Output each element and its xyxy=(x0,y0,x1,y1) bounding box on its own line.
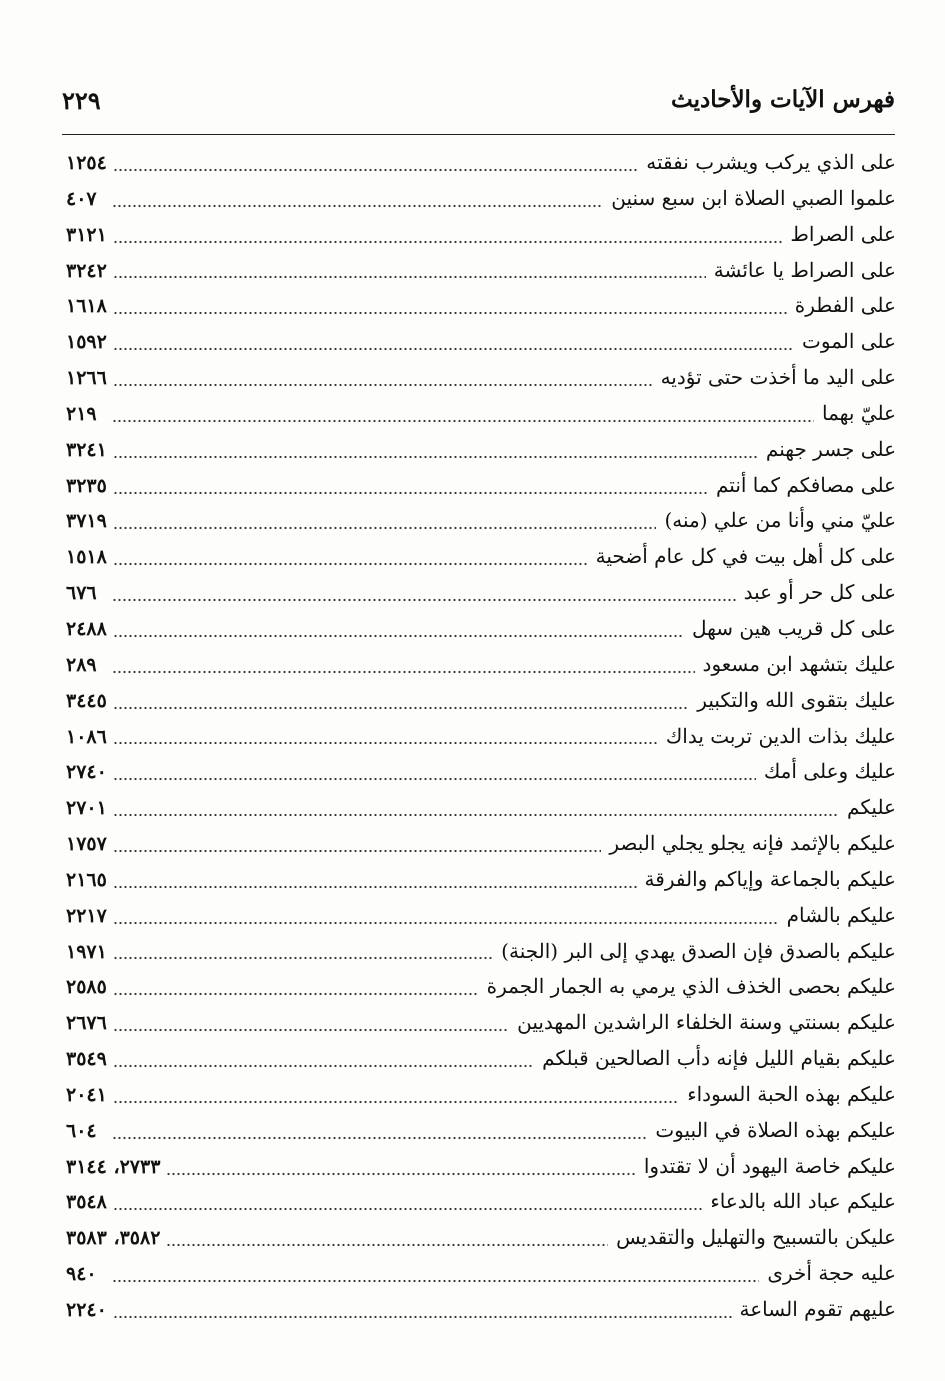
entry-text: عليه حجة أخرى xyxy=(767,1261,896,1286)
page-number: ٢٢٩ xyxy=(62,86,101,115)
entry-page-number: ١٢٦٦ xyxy=(66,367,107,390)
page-header xyxy=(62,80,895,120)
dot-leader xyxy=(112,190,603,208)
dot-leader xyxy=(166,1158,635,1176)
entry-page-number: ٢٤٨٨ xyxy=(66,617,107,640)
dot-leader xyxy=(113,1014,509,1032)
index-entry xyxy=(66,1077,896,1113)
dot-leader xyxy=(113,369,653,387)
entry-page-number: ٣١٢١ xyxy=(66,223,107,246)
index-entry xyxy=(66,324,896,360)
entry-text: عليكم بهذه الحبة السوداء xyxy=(687,1081,896,1106)
entry-text: عليكم بسنتي وسنة الخلفاء الراشدين المهديين xyxy=(517,1010,896,1035)
index-entry xyxy=(66,719,896,755)
dot-leader xyxy=(112,405,814,423)
entry-page-number: ٦٧٦ xyxy=(66,582,97,605)
dot-leader xyxy=(113,226,783,244)
entry-text: على الموت xyxy=(802,329,896,354)
entry-page-number: ١٩٧١ xyxy=(66,940,107,963)
index-entry xyxy=(66,432,896,468)
index-entry xyxy=(66,503,896,539)
dot-leader xyxy=(113,1301,732,1319)
index-entry xyxy=(66,934,896,970)
entry-page-number: ٣٥٨٢، ٣٥٨٣ xyxy=(66,1227,161,1250)
index-entry xyxy=(66,360,896,396)
entry-text: علموا الصبي الصلاة ابن سبع سنين xyxy=(611,185,896,210)
entry-page-number: ٤٠٧ xyxy=(66,187,97,210)
dot-leader xyxy=(113,942,493,960)
index-entry xyxy=(66,1292,896,1328)
index-entry xyxy=(66,396,896,432)
entry-text: عليكن بالتسبيح والتهليل والتقديس xyxy=(616,1225,896,1250)
entry-page-number: ٢٨٩ xyxy=(66,653,97,676)
index-entry xyxy=(66,539,896,575)
entry-page-number: ٢١٩ xyxy=(66,402,97,425)
index-entry xyxy=(66,1005,896,1041)
entry-text: عليكم xyxy=(847,795,896,820)
index-list xyxy=(66,145,896,1328)
entry-page-number: ٣٢٤٢ xyxy=(66,259,107,282)
entry-page-number: ٢٧٣٣، ٣١٤٤ xyxy=(66,1155,161,1178)
entry-page-number: ٢٠٤١ xyxy=(66,1083,107,1106)
entry-text: عليكم بالإثمد فإنه يجلو يجلي البصر xyxy=(609,831,896,856)
entry-text: عليكم بالجماعة وإياكم والفرقة xyxy=(644,866,896,891)
entry-text: على كل حر أو عبد xyxy=(743,580,896,605)
dot-leader xyxy=(113,978,479,996)
dot-leader xyxy=(113,1086,679,1104)
entry-page-number: ١٧٥٧ xyxy=(66,833,107,856)
dot-leader xyxy=(113,799,839,817)
dot-leader xyxy=(113,154,638,172)
dot-leader xyxy=(112,1265,759,1283)
dot-leader xyxy=(113,548,588,566)
entry-page-number: ١٠٨٦ xyxy=(66,725,107,748)
index-entry xyxy=(66,468,896,504)
index-entry xyxy=(66,1113,896,1149)
header-divider xyxy=(62,134,895,135)
index-entry xyxy=(66,969,896,1005)
entry-page-number: ٢١٦٥ xyxy=(66,868,107,891)
entry-page-number: ١٥١٨ xyxy=(66,546,107,569)
dot-leader xyxy=(113,261,706,279)
entry-page-number: ٣٥٤٩ xyxy=(66,1048,107,1071)
index-entry xyxy=(66,575,896,611)
index-entry xyxy=(66,754,896,790)
dot-leader xyxy=(112,1122,647,1140)
index-entry xyxy=(66,217,896,253)
index-entry xyxy=(66,862,896,898)
entry-text: عليك بتشهد ابن مسعود xyxy=(702,651,896,676)
index-entry xyxy=(66,1256,896,1292)
entry-page-number: ٢٥٨٥ xyxy=(66,976,107,999)
dot-leader xyxy=(113,512,657,530)
entry-text: عليكم عباد الله بالدعاء xyxy=(710,1189,896,1214)
entry-text: عليكم بالشام xyxy=(786,902,896,927)
entry-page-number: ١٦١٨ xyxy=(66,295,107,318)
entry-text: على الصراط xyxy=(790,221,896,246)
entry-page-number: ١٥٩٢ xyxy=(66,331,107,354)
index-entry xyxy=(66,1041,896,1077)
index-entry xyxy=(66,145,896,181)
dot-leader xyxy=(112,656,695,674)
entry-text: عليكم بقيام الليل فإنه دأب الصالحين قبلكم xyxy=(542,1046,896,1071)
index-entry xyxy=(66,611,896,647)
dot-leader xyxy=(113,1050,534,1068)
entry-text: عليكم بالصدق فإن الصدق يهدي إلى البر (الجنة) xyxy=(501,938,896,963)
entry-page-number: ٣٤٤٥ xyxy=(66,689,107,712)
index-entry xyxy=(66,1184,896,1220)
dot-leader xyxy=(166,1229,608,1247)
index-entry xyxy=(66,253,896,289)
entry-text: عليكم خاصة اليهود أن لا تقتدوا xyxy=(643,1153,896,1178)
dot-leader xyxy=(113,477,708,495)
entry-page-number: ٣٥٤٨ xyxy=(66,1191,107,1214)
entry-text: عليّ مني وأنا من علي (منه) xyxy=(664,508,896,533)
entry-page-number: ٣٢٤١ xyxy=(66,438,107,461)
entry-text: عليك بتقوى الله والتكبير xyxy=(697,687,896,712)
entry-page-number: ٣٢٣٥ xyxy=(66,474,107,497)
entry-text: عليك وعلى أمك xyxy=(763,759,896,784)
dot-leader xyxy=(113,907,779,925)
dot-leader xyxy=(113,763,756,781)
entry-text: على الذي يركب ويشرب نفقته xyxy=(646,150,896,174)
index-entry xyxy=(66,683,896,719)
index-entry xyxy=(66,790,896,826)
dot-leader xyxy=(112,584,736,602)
entry-page-number: ٢٧٤٠ xyxy=(66,761,107,784)
entry-text: على كل قريب هين سهل xyxy=(691,615,896,640)
entry-text: على الصراط يا عائشة xyxy=(713,257,896,282)
page-title: فهرس الآيات والأحاديث xyxy=(670,86,895,113)
dot-leader xyxy=(113,727,658,745)
entry-text: على اليد ما أخذت حتى تؤديه xyxy=(660,365,896,390)
entry-text: عليكم بحصى الخذف الذي يرمي به الجمار الجمرة xyxy=(486,974,896,999)
index-entry xyxy=(66,1149,896,1185)
entry-page-number: ٩٤٠ xyxy=(66,1263,97,1286)
entry-page-number: ١٢٥٤ xyxy=(66,152,107,174)
index-entry xyxy=(66,288,896,324)
dot-leader xyxy=(113,871,637,889)
entry-page-number: ٢٢١٧ xyxy=(66,904,107,927)
entry-page-number: ٣٧١٩ xyxy=(66,510,107,533)
index-entry xyxy=(66,1220,896,1256)
index-entry xyxy=(66,181,896,217)
index-entry xyxy=(66,898,896,934)
dot-leader xyxy=(113,620,684,638)
entry-text: عليهم تقوم الساعة xyxy=(739,1297,896,1321)
entry-text: على كل أهل بيت في كل عام أضحية xyxy=(595,544,896,569)
dot-leader xyxy=(113,297,787,315)
entry-text: على الفطرة xyxy=(794,293,896,318)
dot-leader xyxy=(113,1193,703,1211)
entry-text: عليك بذات الدين تربت يداك xyxy=(665,723,896,748)
dot-leader xyxy=(113,835,602,853)
entry-text: عليّ بهما xyxy=(821,400,896,425)
dot-leader xyxy=(113,441,758,459)
dot-leader xyxy=(113,692,689,710)
entry-page-number: ٢٧٠١ xyxy=(66,797,107,820)
entry-page-number: ٢٢٤٠ xyxy=(66,1299,107,1321)
index-entry xyxy=(66,647,896,683)
entry-page-number: ٦٠٤ xyxy=(66,1119,97,1142)
dot-leader xyxy=(113,333,794,351)
entry-text: على مصافكم كما أنتم xyxy=(715,472,896,497)
entry-page-number: ٢٦٧٦ xyxy=(66,1012,107,1035)
index-entry xyxy=(66,826,896,862)
entry-text: على جسر جهنم xyxy=(765,436,896,461)
entry-text: عليكم بهذه الصلاة في البيوت xyxy=(655,1117,896,1142)
